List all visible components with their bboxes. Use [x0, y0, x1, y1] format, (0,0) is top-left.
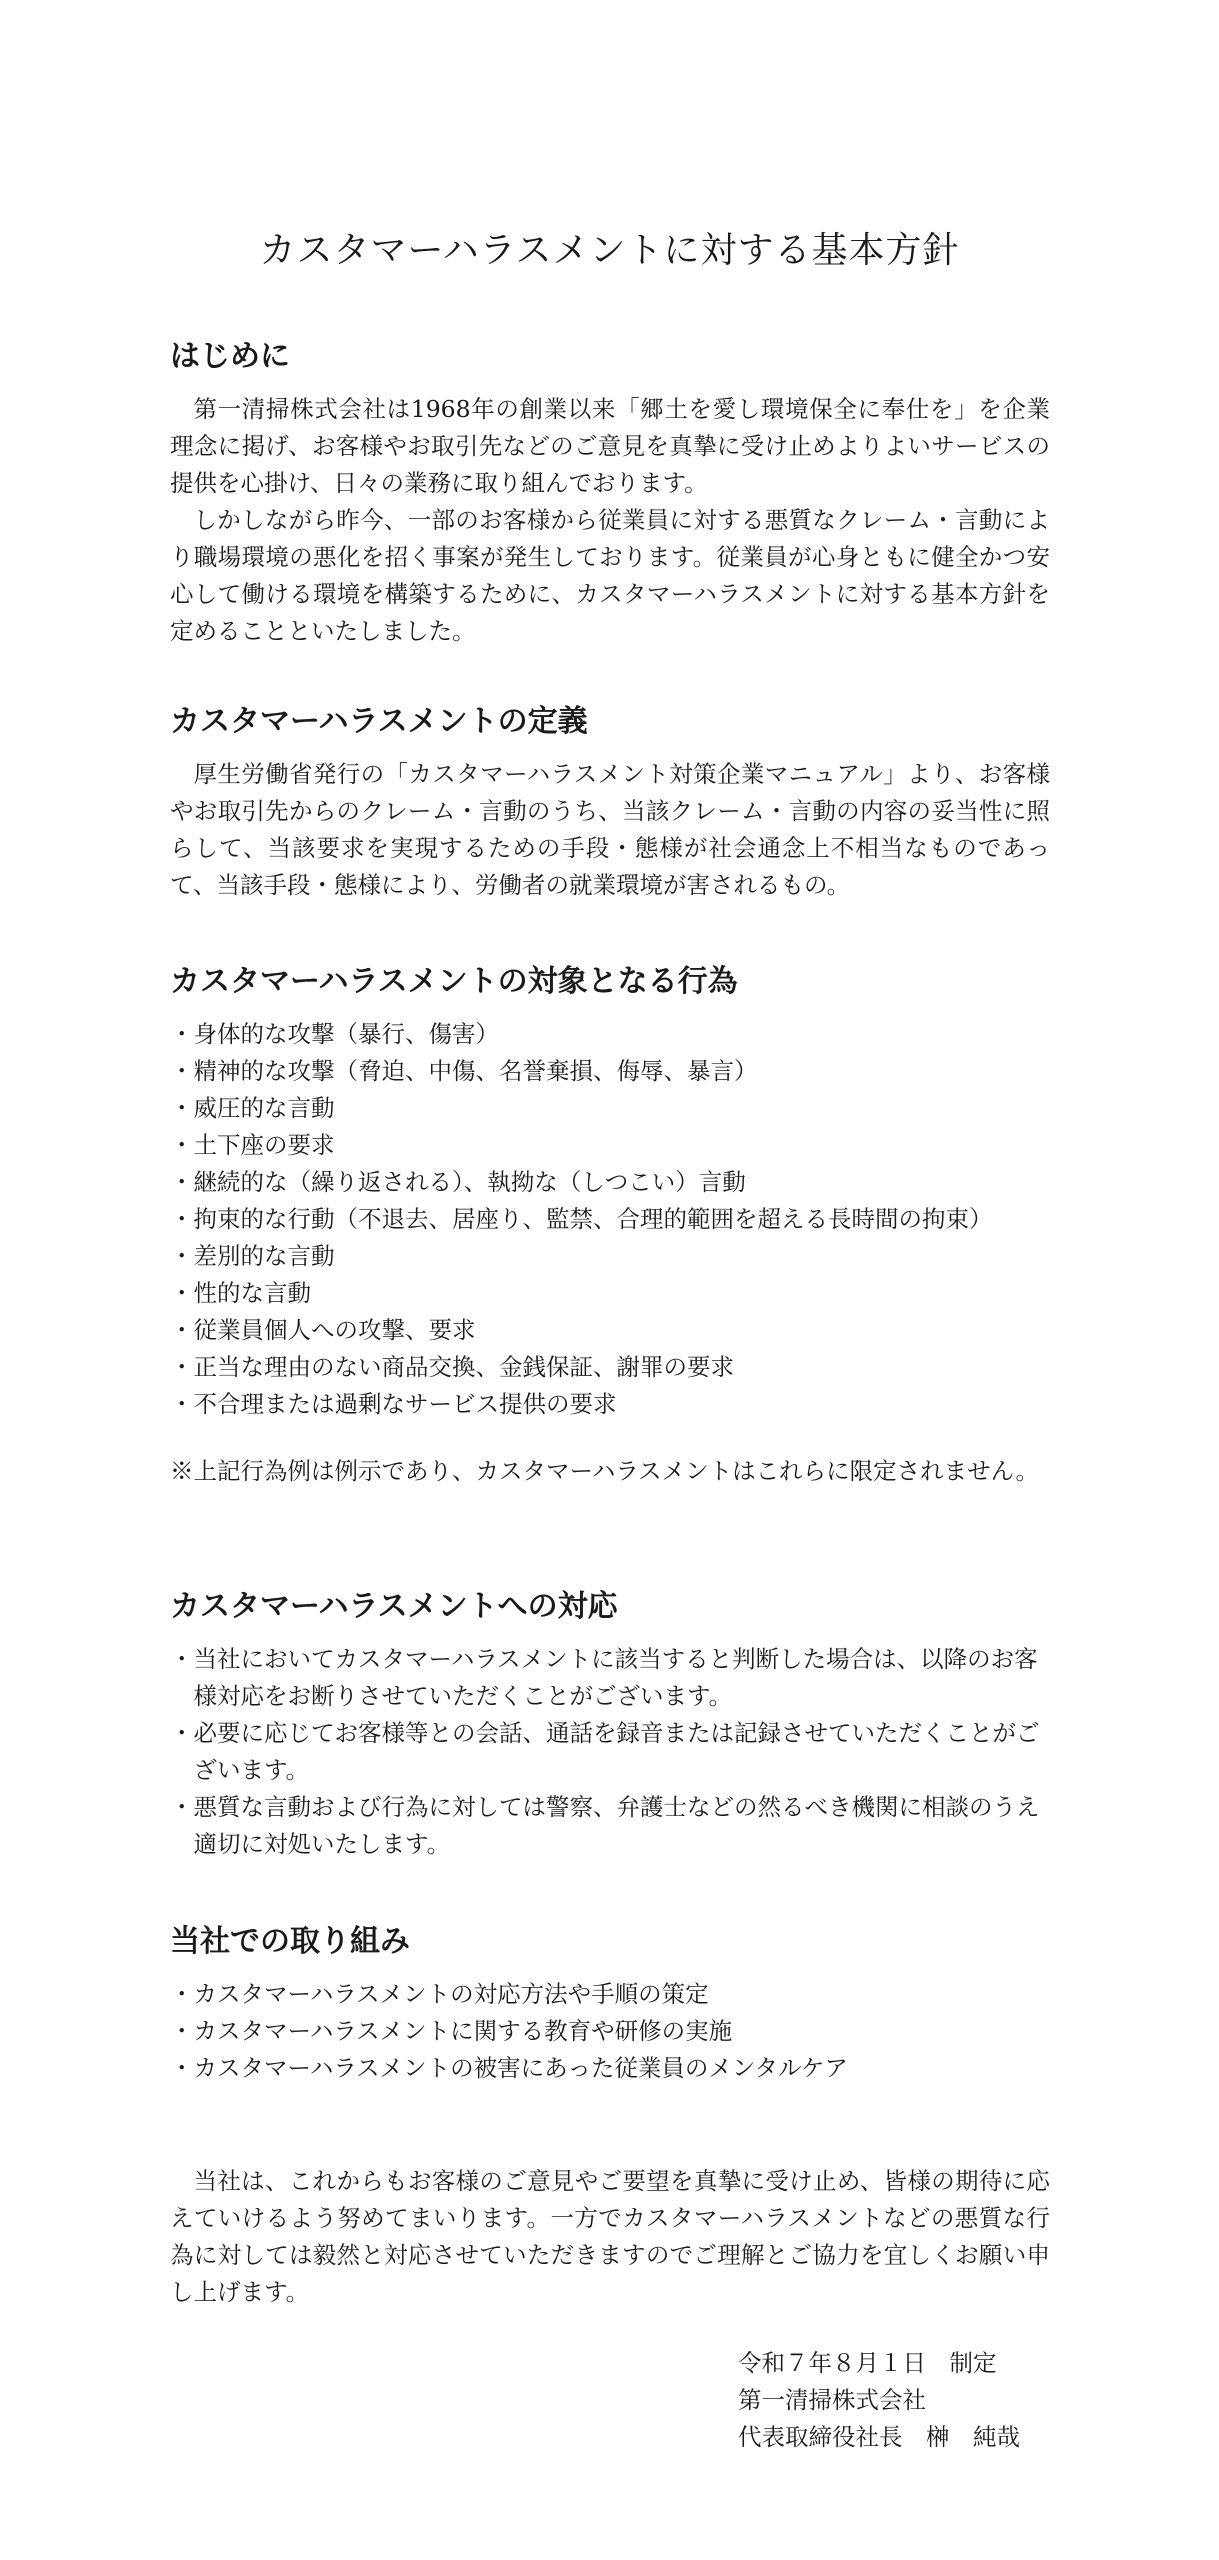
list-item: ・ 威圧的な言動 [170, 1090, 1050, 1127]
list-item: ・ 従業員個人への攻撃、要求 [170, 1312, 1050, 1349]
list-item: ・ カスタマーハラスメントの被害にあった従業員のメンタルケア [170, 2050, 1050, 2087]
list-item: ・ 悪質な言動および行為に対しては警察、弁護士などの然るべき機関に相談のうえ適切に対処いたします。 [170, 1789, 1050, 1863]
signature-block [738, 2345, 1020, 2456]
closing-paragraph: 当社は、これからもお客様のご意見やご要望を真摯に受け止め、皆様の期待に応えていけるよう努めてまいります。一方でカスタマーハラスメントなどの悪質な行為に対しては毅然と対応させていただきますのでご理解とご協力を宜しくお願い申し上げます。 [170, 2167, 1050, 2306]
acts-list [170, 1016, 1050, 1423]
list-item: ・ 拘束的な行動（不退去、居座り、監禁、合理的範囲を超える長時間の拘束） [170, 1201, 1050, 1238]
page-title: カスタマーハラスメントに対する基本方針 [259, 230, 960, 271]
list-item: ・ 身体的な攻撃（暴行、傷害） [170, 1016, 1050, 1053]
enactment-date: 令和７年８月１日 制定 [738, 2349, 997, 2377]
efforts-section [170, 1922, 1050, 2087]
list-item: ・ 性的な言動 [170, 1275, 1050, 1312]
definition-paragraph: 厚生労働省発行の「カスタマーハラスメント対策企業マニュアル」より、お客様やお取引先からのクレーム・言動のうち、当該クレーム・言動の内容の妥当性に照らして、当該要求を実現するための手段・態様が社会通念上不相当なものであって、当該手段・態様により、労働者の就業環境が害されるもの。 [170, 760, 1050, 899]
list-item: ・ 精神的な攻撃（脅迫、中傷、名誉棄損、侮辱、暴言） [170, 1053, 1050, 1090]
intro-heading: はじめに [170, 339, 290, 374]
list-item: ・ 土下座の要求 [170, 1127, 1050, 1164]
representative-name: 代表取締役社長 榊 純哉 [738, 2423, 1020, 2451]
response-list [170, 1641, 1050, 1863]
acts-section [170, 962, 1050, 1490]
list-item: ・ 差別的な言動 [170, 1238, 1050, 1275]
intro-paragraph-2: しかしながら昨今、一部のお客様から従業員に対する悪質なクレーム・言動により職場環境の悪化を招く事案が発生しております。従業員が心身ともに健全かつ安心して働ける環境を構築するために、カスタマーハラスメントに対する基本方針を定めることといたしました。 [170, 506, 1050, 645]
list-item: ・ 正当な理由のない商品交換、金銭保証、謝罪の要求 [170, 1349, 1050, 1386]
list-item: ・ カスタマーハラスメントに関する教育や研修の実施 [170, 2013, 1050, 2050]
list-item: ・ 必要に応じてお客様等との会話、通話を録音または記録させていただくことがございます。 [170, 1715, 1050, 1789]
company-name: 第一清掃株式会社 [738, 2386, 926, 2414]
response-heading: カスタマーハラスメントへの対応 [170, 1589, 618, 1624]
efforts-list [170, 1976, 1050, 2087]
intro-paragraph-1: 第一清掃株式会社は1968年の創業以来「郷土を愛し環境保全に奉仕を」を企業理念に掲げ、お客様やお取引先などのご意見を真摯に受け止めよりよいサービスの提供を心掛け、日々の業務に取り組んでおります。 [170, 395, 1050, 497]
list-item: ・ 当社においてカスタマーハラスメントに該当すると判断した場合は、以降のお客様対応をお断りさせていただくことがございます。 [170, 1641, 1050, 1715]
definition-heading: カスタマーハラスメントの定義 [170, 704, 588, 739]
intro-section [170, 337, 1050, 650]
acts-note: ※上記行為例は例示であり、カスタマーハラスメントはこれらに限定されません。 [170, 1457, 1040, 1485]
acts-heading: カスタマーハラスメントの対象となる行為 [170, 964, 738, 999]
list-item: ・ 不合理または過剰なサービス提供の要求 [170, 1386, 1050, 1423]
response-section [170, 1587, 1050, 1863]
list-item: ・ 継続的な（繰り返される）、執拗な（しつこい）言動 [170, 1164, 1050, 1201]
efforts-heading: 当社での取り組み [170, 1924, 410, 1959]
definition-section [170, 702, 1050, 904]
list-item: ・ カスタマーハラスメントの対応方法や手順の策定 [170, 1976, 1050, 2013]
closing-section [170, 2163, 1050, 2311]
